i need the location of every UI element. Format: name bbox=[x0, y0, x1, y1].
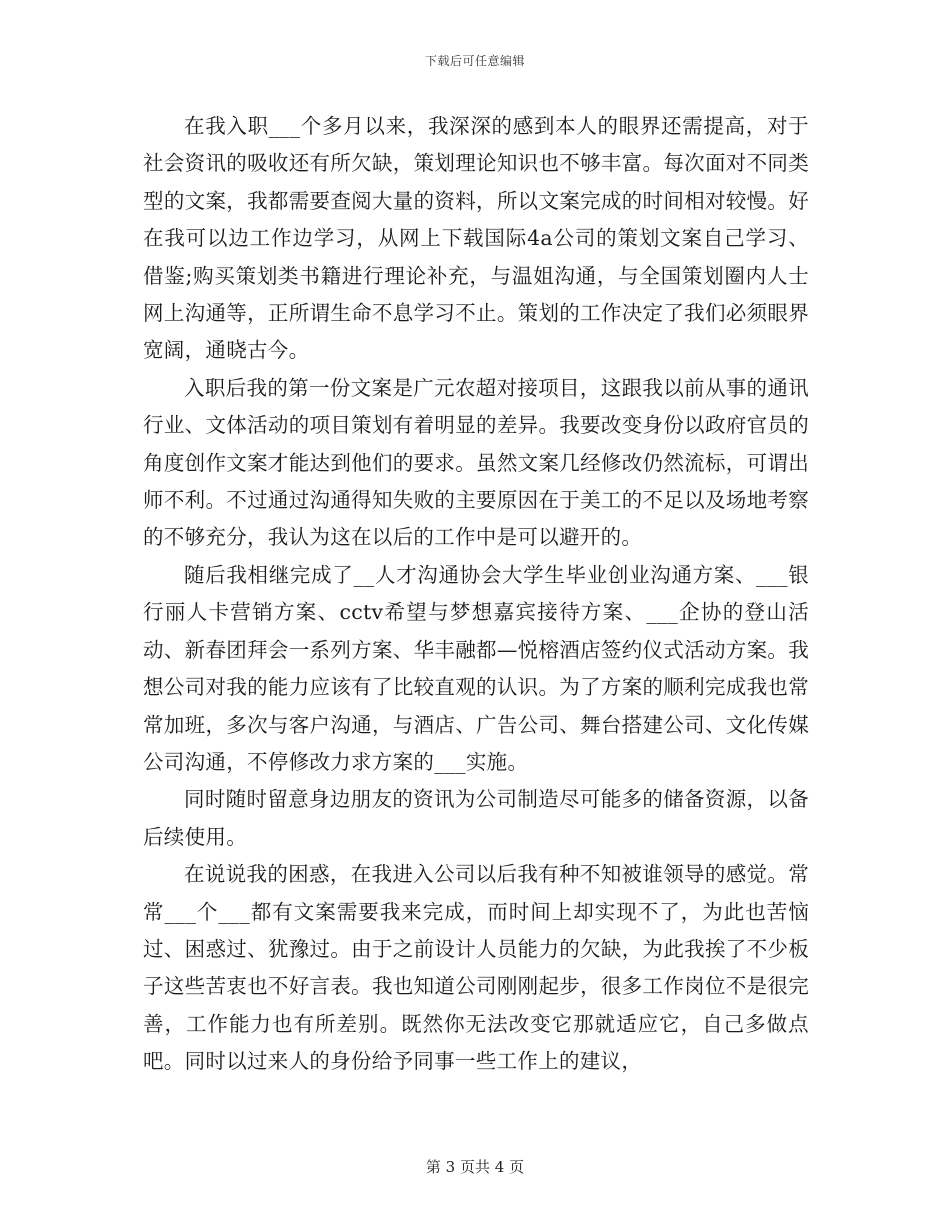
paragraph: 在说说我的困惑，在我进入公司以后我有种不知被谁领导的感觉。常常___个___都有文案需要我来完成，而时间上却实现不了，为此也苦恼过、困惑过、犹豫过。由于之前设计人员能力的欠缺，为此我挨了不少板子这些苦衷也不好言表。我也知道公司刚刚起步，很多工作岗位不是很完善，工作能力也有所差别。既然你无法改变它那就适应它，自己多做点吧。同时以过来人的身份给予同事一些工作上的建议， bbox=[143, 862, 809, 1074]
page-header: 下载后可任意编辑 bbox=[424, 54, 525, 68]
paragraph: 入职后我的第一份文案是广元农超对接项目，这跟我以前从事的通讯行业、文体活动的项目策划有着明显的差异。我要改变身份以政府官员的角度创作文案才能达到他们的要求。虽然文案几经修改仍然流标，可谓出师不利。不过通过沟通得知失败的主要原因在于美工的不足以及场地考察的不够充分，我认为这在以后的工作中是可以避开的。 bbox=[143, 375, 809, 550]
paragraph: 同时随时留意身边朋友的资讯为公司制造尽可能多的储备资源，以备后续使用。 bbox=[143, 787, 809, 849]
paragraph: 随后我相继完成了__人才沟通协会大学生毕业创业沟通方案、___银行丽人卡营销方案、cctv希望与梦想嘉宾接待方案、___企协的登山活动、新春团拜会一系列方案、华丰融都—悦榕酒店签约仪式活动方案。我想公司对我的能力应该有了比较直观的认识。为了方案的顺利完成我也常常加班，多次与客户沟通，与酒店、广告公司、舞台搭建公司、文化传媒公司沟通，不停修改力求方案的___实施。 bbox=[143, 562, 809, 774]
document-body bbox=[143, 108, 809, 1081]
page-footer: 第 3 页共 4 页 bbox=[425, 1158, 525, 1176]
paragraph: 在我入职___个多月以来，我深深的感到本人的眼界还需提高，对于社会资讯的吸收还有所欠缺，策划理论知识也不够丰富。每次面对不同类型的文案，我都需要查阅大量的资料，所以文案完成的时间相对较慢。好在我可以边工作边学习，从网上下载国际4a公司的策划文案自己学习、借鉴;购买策划类书籍进行理论补充，与温姐沟通，与全国策划圈内人士网上沟通等，正所谓生命不息学习不止。策划的工作决定了我们必须眼界宽阔，通晓古今。 bbox=[143, 114, 809, 363]
